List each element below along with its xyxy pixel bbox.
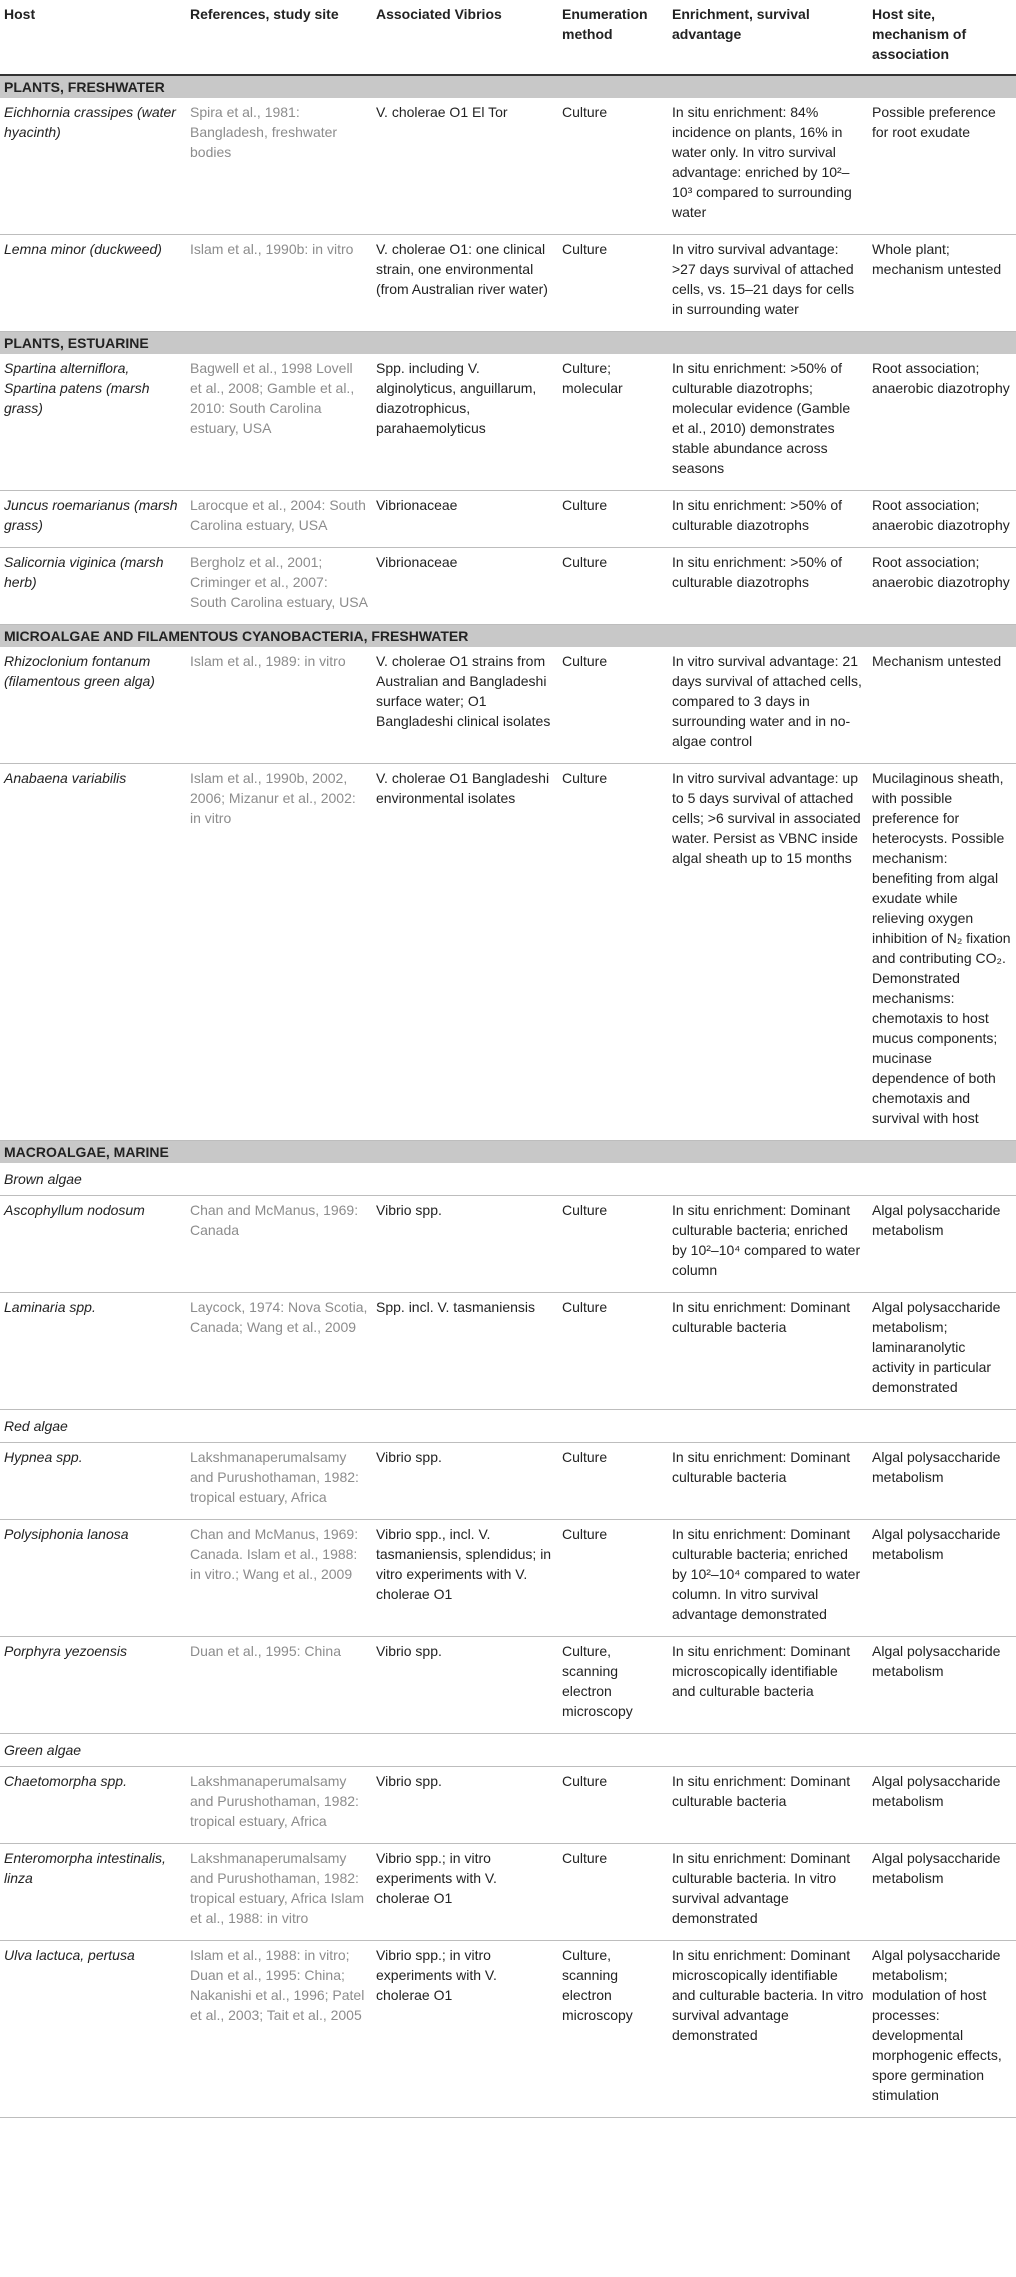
method-cell: Culture — [558, 548, 668, 625]
vibrios-cell: Vibrio spp.; in vitro experiments with V. cholerae O1 — [372, 1844, 558, 1941]
method-cell: Culture — [558, 647, 668, 764]
enrichment-cell: In situ enrichment: Dominant microscopically identifiable and culturable bacteria — [668, 1637, 868, 1734]
host-cell: Enteromorpha intestinalis, linza — [0, 1844, 186, 1941]
site-cell: Algal polysaccharide metabolism — [868, 1443, 1016, 1520]
references-cell: Bagwell et al., 1998 Lovell et al., 2008; Gamble et al., 2010: South Carolina estuary, USA — [186, 354, 372, 491]
table-row — [0, 548, 1016, 625]
vibrios-cell: Vibrionaceae — [372, 548, 558, 625]
method-cell: Culture — [558, 491, 668, 548]
enrichment-cell: In situ enrichment: >50% of culturable diazotrophs — [668, 491, 868, 548]
vibrios-cell: Vibrio spp. — [372, 1443, 558, 1520]
method-cell: Culture — [558, 1293, 668, 1410]
table-row — [0, 1637, 1016, 1734]
method-cell: Culture, scanning electron microscopy — [558, 1637, 668, 1734]
enrichment-cell: In situ enrichment: Dominant culturable bacteria — [668, 1293, 868, 1410]
table-row — [0, 764, 1016, 1141]
vibrios-cell: V. cholerae O1: one clinical strain, one environmental (from Australian river water) — [372, 235, 558, 332]
references-cell: Bergholz et al., 2001; Criminger et al., 2007: South Carolina estuary, USA — [186, 548, 372, 625]
enrichment-cell: In vitro survival advantage: up to 5 days survival of attached cells; >6 survival in associated water. Persist as VBNC inside algal sheath up to 15 months — [668, 764, 868, 1141]
site-cell: Algal polysaccharide metabolism — [868, 1520, 1016, 1637]
host-cell: Porphyra yezoensis — [0, 1637, 186, 1734]
host-cell: Polysiphonia lanosa — [0, 1520, 186, 1637]
enrichment-cell: In vitro survival advantage: >27 days survival of attached cells, vs. 15–21 days for cells in surrounding water — [668, 235, 868, 332]
references-cell: Duan et al., 1995: China — [186, 1637, 372, 1734]
references-cell: Spira et al., 1981: Bangladesh, freshwater bodies — [186, 98, 372, 235]
table-header — [0, 0, 1016, 75]
header-references: References, study site — [186, 0, 372, 75]
host-cell: Rhizoclonium fontanum (filamentous green alga) — [0, 647, 186, 764]
enrichment-cell: In situ enrichment: Dominant culturable bacteria — [668, 1767, 868, 1844]
site-cell: Algal polysaccharide metabolism — [868, 1844, 1016, 1941]
method-cell: Culture — [558, 235, 668, 332]
references-cell: Islam et al., 1988: in vitro; Duan et al., 1995: China; Nakanishi et al., 1996; Patel et al., 2003; Tait et al., 2005 — [186, 1941, 372, 2118]
site-cell: Possible preference for root exudate — [868, 98, 1016, 235]
host-cell: Anabaena variabilis — [0, 764, 186, 1141]
table-row — [0, 1941, 1016, 2118]
subsection-header-row — [0, 1410, 1016, 1443]
host-cell: Hypnea spp. — [0, 1443, 186, 1520]
site-cell: Algal polysaccharide metabolism — [868, 1196, 1016, 1293]
enrichment-cell: In situ enrichment: Dominant culturable bacteria; enriched by 10²–10⁴ compared to water column — [668, 1196, 868, 1293]
method-cell: Culture — [558, 1844, 668, 1941]
header-row — [0, 0, 1016, 75]
vibrios-cell: Spp. including V. alginolyticus, anguillarum, diazotrophicus, parahaemolyticus — [372, 354, 558, 491]
host-cell: Spartina alterniflora, Spartina patens (marsh grass) — [0, 354, 186, 491]
table-row — [0, 235, 1016, 332]
header-host-site: Host site, mechanism of association — [868, 0, 1016, 75]
vibrios-cell: Vibrio spp.; in vitro experiments with V. cholerae O1 — [372, 1941, 558, 2118]
table-body — [0, 75, 1016, 2118]
table-row — [0, 1196, 1016, 1293]
section-header-row — [0, 1141, 1016, 1164]
host-cell: Eichhornia crassipes (water hyacinth) — [0, 98, 186, 235]
subsection-label: Green algae — [0, 1734, 1016, 1767]
host-cell: Chaetomorpha spp. — [0, 1767, 186, 1844]
site-cell: Root association; anaerobic diazotrophy — [868, 354, 1016, 491]
references-cell: Larocque et al., 2004: South Carolina estuary, USA — [186, 491, 372, 548]
references-cell: Lakshmanaperumalsamy and Purushothaman, 1982: tropical estuary, Africa — [186, 1767, 372, 1844]
site-cell: Algal polysaccharide metabolism; modulation of host processes: developmental morphogenic effects, spore germination stimulation — [868, 1941, 1016, 2118]
section-label: PLANTS, ESTUARINE — [0, 332, 1016, 355]
subsection-label: Red algae — [0, 1410, 1016, 1443]
vibrios-cell: Vibrionaceae — [372, 491, 558, 548]
table-row — [0, 1520, 1016, 1637]
section-header-row — [0, 625, 1016, 648]
method-cell: Culture — [558, 98, 668, 235]
subsection-label: Brown algae — [0, 1163, 1016, 1196]
subsection-header-row — [0, 1734, 1016, 1767]
site-cell: Algal polysaccharide metabolism — [868, 1767, 1016, 1844]
site-cell: Mucilaginous sheath, with possible preference for heterocysts. Possible mechanism: benefiting from algal exudate while relieving oxygen inhibition of N₂ fixation and contributing CO₂. Demonstrated mechanisms: chemotaxis to host mucus components; mucinase dependence of both chemotaxis and survival with host — [868, 764, 1016, 1141]
enrichment-cell: In situ enrichment: >50% of culturable diazotrophs — [668, 548, 868, 625]
subsection-header-row — [0, 1163, 1016, 1196]
method-cell: Culture; molecular — [558, 354, 668, 491]
references-cell: Chan and McManus, 1969: Canada — [186, 1196, 372, 1293]
section-label: MACROALGAE, MARINE — [0, 1141, 1016, 1164]
section-label: PLANTS, FRESHWATER — [0, 75, 1016, 98]
enrichment-cell: In situ enrichment: Dominant culturable bacteria; enriched by 10²–10⁴ compared to water column. In vitro survival advantage demonstrated — [668, 1520, 868, 1637]
host-cell: Ascophyllum nodosum — [0, 1196, 186, 1293]
header-enumeration-method: Enumeration method — [558, 0, 668, 75]
table-row — [0, 1767, 1016, 1844]
section-header-row — [0, 75, 1016, 98]
table-row — [0, 647, 1016, 764]
enrichment-cell: In situ enrichment: Dominant microscopically identifiable and culturable bacteria. In vitro survival advantage demonstrated — [668, 1941, 868, 2118]
references-cell: Islam et al., 1990b, 2002, 2006; Mizanur et al., 2002: in vitro — [186, 764, 372, 1141]
site-cell: Root association; anaerobic diazotrophy — [868, 491, 1016, 548]
vibrios-cell: V. cholerae O1 strains from Australian and Bangladeshi surface water; O1 Bangladeshi clinical isolates — [372, 647, 558, 764]
method-cell: Culture — [558, 1520, 668, 1637]
host-cell: Lemna minor (duckweed) — [0, 235, 186, 332]
site-cell: Algal polysaccharide metabolism — [868, 1637, 1016, 1734]
table-row — [0, 98, 1016, 235]
host-cell: Salicornia viginica (marsh herb) — [0, 548, 186, 625]
section-header-row — [0, 332, 1016, 355]
vibrios-cell: V. cholerae O1 Bangladeshi environmental isolates — [372, 764, 558, 1141]
table-row — [0, 1293, 1016, 1410]
vibrios-cell: V. cholerae O1 El Tor — [372, 98, 558, 235]
references-cell: Islam et al., 1989: in vitro — [186, 647, 372, 764]
method-cell: Culture — [558, 1196, 668, 1293]
enrichment-cell: In situ enrichment: Dominant culturable bacteria. In vitro survival advantage demonstrated — [668, 1844, 868, 1941]
method-cell: Culture — [558, 1443, 668, 1520]
table-row — [0, 1844, 1016, 1941]
site-cell: Whole plant; mechanism untested — [868, 235, 1016, 332]
references-cell: Laycock, 1974: Nova Scotia, Canada; Wang et al., 2009 — [186, 1293, 372, 1410]
host-cell: Ulva lactuca, pertusa — [0, 1941, 186, 2118]
site-cell: Root association; anaerobic diazotrophy — [868, 548, 1016, 625]
site-cell: Mechanism untested — [868, 647, 1016, 764]
vibrios-cell: Vibrio spp. — [372, 1637, 558, 1734]
references-cell: Lakshmanaperumalsamy and Purushothaman, 1982: tropical estuary, Africa Islam et al., 1988: in vitro — [186, 1844, 372, 1941]
vibrios-cell: Vibrio spp. — [372, 1767, 558, 1844]
table-row — [0, 354, 1016, 491]
header-associated-vibrios: Associated Vibrios — [372, 0, 558, 75]
table-row — [0, 1443, 1016, 1520]
header-enrichment: Enrichment, survival advantage — [668, 0, 868, 75]
method-cell: Culture, scanning electron microscopy — [558, 1941, 668, 2118]
section-label: MICROALGAE AND FILAMENTOUS CYANOBACTERIA, FRESHWATER — [0, 625, 1016, 648]
enrichment-cell: In situ enrichment: 84% incidence on plants, 16% in water only. In vitro survival advantage: enriched by 10²–10³ compared to surrounding water — [668, 98, 868, 235]
table-row — [0, 491, 1016, 548]
host-cell: Laminaria spp. — [0, 1293, 186, 1410]
vibrios-cell: Vibrio spp., incl. V. tasmaniensis, splendidus; in vitro experiments with V. cholerae O1 — [372, 1520, 558, 1637]
references-cell: Islam et al., 1990b: in vitro — [186, 235, 372, 332]
enrichment-cell: In situ enrichment: >50% of culturable diazotrophs; molecular evidence (Gamble et al., 2010) demonstrates stable abundance across seasons — [668, 354, 868, 491]
references-cell: Lakshmanaperumalsamy and Purushothaman, 1982: tropical estuary, Africa — [186, 1443, 372, 1520]
vibrios-cell: Spp. incl. V. tasmaniensis — [372, 1293, 558, 1410]
header-host: Host — [0, 0, 186, 75]
method-cell: Culture — [558, 764, 668, 1141]
vibrios-cell: Vibrio spp. — [372, 1196, 558, 1293]
references-cell: Chan and McManus, 1969: Canada. Islam et al., 1988: in vitro.; Wang et al., 2009 — [186, 1520, 372, 1637]
host-cell: Juncus roemarianus (marsh grass) — [0, 491, 186, 548]
site-cell: Algal polysaccharide metabolism; laminaranolytic activity in particular demonstrated — [868, 1293, 1016, 1410]
method-cell: Culture — [558, 1767, 668, 1844]
enrichment-cell: In situ enrichment: Dominant culturable bacteria — [668, 1443, 868, 1520]
enrichment-cell: In vitro survival advantage: 21 days survival of attached cells, compared to 3 days in surrounding water and in no-algae control — [668, 647, 868, 764]
